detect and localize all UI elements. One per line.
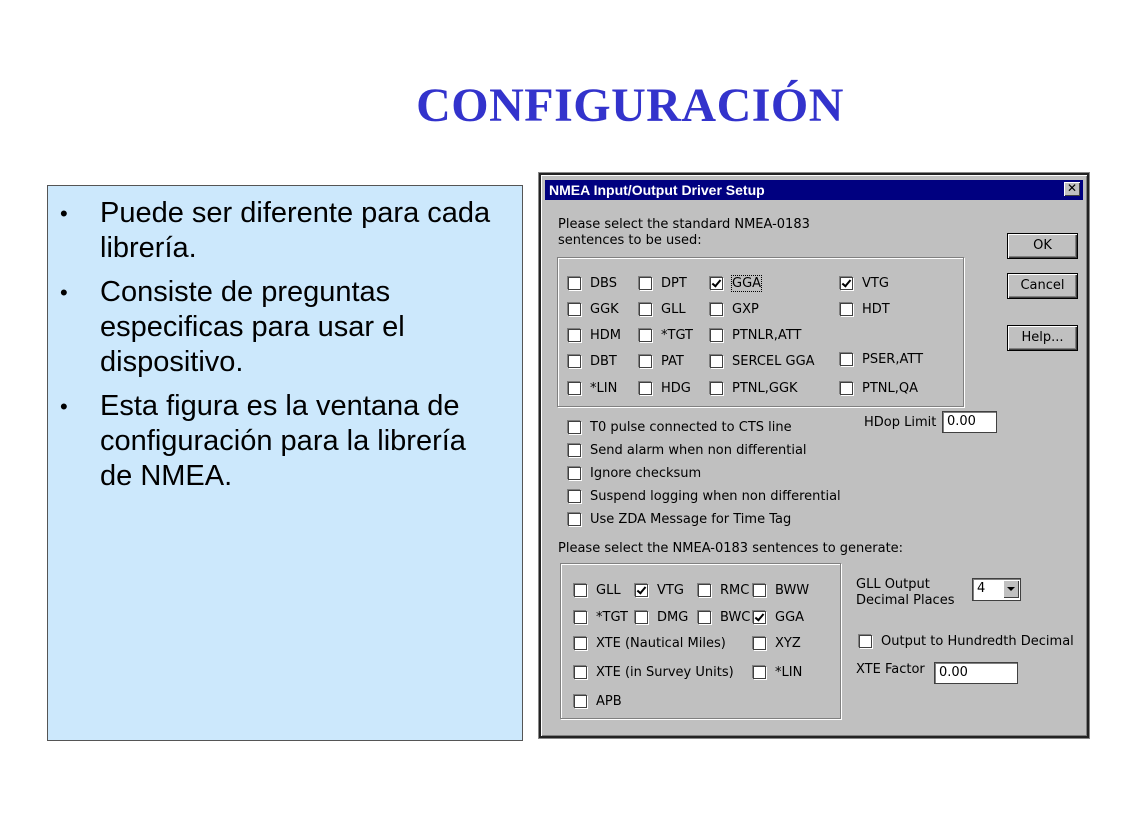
bullet-item: • Puede ser diferente para cada librería. — [60, 197, 491, 264]
input-sentence-checkbox[interactable] — [639, 276, 687, 291]
option-label: Send alarm when non differential — [590, 443, 807, 458]
input-sentence-label: HDG — [661, 381, 691, 396]
input-sentence-checkbox[interactable] — [840, 352, 923, 367]
dialog-titlebar[interactable] — [545, 180, 1083, 200]
checkbox-box[interactable] — [635, 611, 648, 624]
checkbox-box[interactable] — [753, 637, 766, 650]
option-label: T0 pulse connected to CTS line — [590, 420, 792, 435]
output-sentence-checkbox[interactable] — [574, 694, 622, 709]
input-sentence-label: *LIN — [590, 381, 618, 396]
output-sentence-label: APB — [596, 694, 622, 709]
bullet-item: • Consiste de preguntas especificas para usar el dispositivo. — [60, 276, 405, 378]
checkbox-box[interactable] — [568, 467, 581, 480]
input-sentence-checkbox[interactable] — [639, 302, 686, 317]
gll-decimal-places-value: 4 — [977, 581, 986, 596]
input-sentence-checkbox[interactable] — [840, 381, 918, 396]
checkbox-box[interactable] — [753, 584, 766, 597]
input-sentence-checkbox[interactable] — [710, 354, 815, 369]
input-sentence-checkbox[interactable] — [568, 381, 617, 396]
nmea-setup-dialog — [539, 173, 1089, 738]
input-sentence-label: HDT — [862, 302, 890, 317]
input-sentence-checkbox[interactable] — [568, 276, 617, 291]
input-sentence-checkbox[interactable] — [710, 276, 761, 291]
gll-decimal-places-select[interactable] — [972, 578, 1021, 601]
input-sentence-checkbox[interactable] — [639, 328, 693, 343]
output-sentence-checkbox[interactable] — [753, 636, 801, 651]
output-sentence-checkbox[interactable] — [753, 610, 804, 625]
xte-factor-input[interactable]: 0.00 — [934, 662, 1018, 684]
input-sentence-label: PAT — [661, 354, 684, 369]
input-sentence-label: GGK — [590, 302, 619, 317]
checkbox-box[interactable] — [710, 382, 723, 395]
checkbox-box[interactable] — [574, 611, 587, 624]
checkbox-checked-icon[interactable] — [635, 584, 648, 597]
input-sentence-label: PSER,ATT — [862, 352, 924, 367]
slide-title: CONFIGURACIÓN — [416, 79, 844, 132]
input-prompt-line2: sentences to be used: — [558, 233, 702, 248]
option-checkbox[interactable] — [568, 466, 701, 481]
checkbox-box[interactable] — [698, 584, 711, 597]
ok-button[interactable]: OK — [1007, 233, 1078, 259]
input-sentence-label: DPT — [661, 276, 687, 291]
output-sentence-label: RMC — [720, 583, 750, 598]
cancel-button[interactable]: Cancel — [1007, 273, 1078, 299]
bullet-panel — [47, 185, 523, 741]
output-prompt: Please select the NMEA-0183 sentences to generate: — [558, 541, 904, 556]
checkbox-box[interactable] — [639, 277, 652, 290]
checkbox-box[interactable] — [840, 382, 853, 395]
hundredth-label: Output to Hundredth Decimal — [881, 634, 1074, 649]
output-sentence-label: *LIN — [775, 665, 803, 680]
checkbox-checked-icon[interactable] — [840, 277, 853, 290]
input-sentence-label: PTNL,GGK — [732, 381, 798, 396]
checkbox-box[interactable] — [639, 303, 652, 316]
output-sentence-label: XTE (Nautical Miles) — [596, 636, 726, 651]
bullet-dot-icon: • — [60, 280, 68, 305]
checkbox-box[interactable] — [574, 637, 587, 650]
checkbox-checked-icon[interactable] — [710, 277, 723, 290]
checkbox-checked-icon[interactable] — [753, 611, 766, 624]
output-sentence-label: GGA — [775, 610, 805, 625]
output-sentence-label: XYZ — [775, 636, 801, 651]
hundredth-checkbox[interactable] — [859, 634, 1074, 649]
input-sentence-label: GGA — [732, 276, 762, 291]
input-sentence-label: PTNLR,ATT — [732, 328, 802, 343]
output-sentence-checkbox[interactable] — [574, 583, 621, 598]
input-prompt-line1: Please select the standard NMEA-0183 — [558, 217, 810, 232]
input-sentence-checkbox[interactable] — [710, 328, 801, 343]
bullet-item: • Esta figura es la ventana de configuración para la librería de NMEA. — [60, 390, 466, 492]
input-sentence-checkbox[interactable] — [568, 328, 621, 343]
checkbox-box[interactable] — [710, 329, 723, 342]
checkbox-box[interactable] — [568, 382, 581, 395]
output-sentence-label: *TGT — [596, 610, 628, 625]
output-sentence-checkbox[interactable] — [698, 583, 749, 598]
checkbox-box[interactable] — [639, 355, 652, 368]
output-sentence-checkbox[interactable] — [753, 583, 809, 598]
checkbox-box[interactable] — [753, 666, 766, 679]
output-sentence-checkbox[interactable] — [574, 610, 628, 625]
checkbox-box[interactable] — [568, 421, 581, 434]
option-label: Suspend logging when non differential — [590, 489, 841, 504]
checkbox-box[interactable] — [574, 695, 587, 708]
output-sentence-checkbox[interactable] — [698, 610, 750, 625]
output-sentence-checkbox[interactable] — [635, 610, 688, 625]
input-sentence-checkbox[interactable] — [568, 302, 619, 317]
checkbox-box[interactable] — [840, 353, 853, 366]
checkbox-box[interactable] — [710, 355, 723, 368]
bullet-dot-icon: • — [60, 394, 68, 419]
checkbox-box[interactable] — [568, 303, 581, 316]
bullet-dot-icon: • — [60, 201, 68, 226]
output-sentence-checkbox[interactable] — [574, 665, 734, 680]
checkbox-box[interactable] — [710, 303, 723, 316]
output-sentence-checkbox[interactable] — [574, 636, 726, 651]
chevron-down-icon[interactable] — [1003, 580, 1019, 598]
checkbox-box[interactable] — [698, 611, 711, 624]
input-sentence-label: HDM — [590, 328, 622, 343]
checkbox-box[interactable] — [568, 277, 581, 290]
output-sentence-label: XTE (in Survey Units) — [596, 665, 734, 680]
input-sentence-checkbox[interactable] — [639, 381, 691, 396]
input-sentence-label: GLL — [661, 302, 686, 317]
input-sentence-checkbox[interactable] — [639, 354, 684, 369]
checkbox-box[interactable] — [568, 329, 581, 342]
input-sentence-label: SERCEL GGA — [732, 354, 815, 369]
checkbox-box[interactable] — [574, 584, 587, 597]
input-sentence-checkbox[interactable] — [840, 302, 890, 317]
input-sentence-checkbox[interactable] — [568, 354, 617, 369]
output-sentence-label: VTG — [657, 583, 684, 598]
output-sentence-label: GLL — [596, 583, 621, 598]
output-sentence-label: BWC — [720, 610, 751, 625]
checkbox-box[interactable] — [859, 635, 872, 648]
checkbox-box[interactable] — [840, 303, 853, 316]
checkbox-box[interactable] — [568, 355, 581, 368]
checkbox-box[interactable] — [639, 329, 652, 342]
output-sentence-label: BWW — [775, 583, 810, 598]
input-sentence-label: *TGT — [661, 328, 693, 343]
checkbox-box[interactable] — [568, 444, 581, 457]
checkbox-box[interactable] — [568, 513, 581, 526]
output-sentence-label: DMG — [657, 610, 689, 625]
hdop-limit-label: HDop Limit — [864, 415, 937, 430]
gll-output-label-line1: GLL Output — [856, 577, 930, 592]
input-sentence-checkbox[interactable] — [710, 302, 759, 317]
option-label: Use ZDA Message for Time Tag — [590, 512, 792, 527]
option-label: Ignore checksum — [590, 466, 702, 481]
output-sentence-checkbox[interactable] — [635, 583, 684, 598]
xte-factor-label: XTE Factor — [856, 662, 925, 677]
help-button[interactable]: Help... — [1007, 325, 1078, 351]
input-sentence-label: DBT — [590, 354, 617, 369]
input-sentence-checkbox[interactable] — [710, 381, 798, 396]
checkbox-box[interactable] — [574, 666, 587, 679]
input-sentence-label: PTNL,QA — [862, 381, 919, 396]
close-button[interactable]: ✕ — [1064, 182, 1080, 196]
option-checkbox[interactable] — [568, 512, 791, 527]
input-sentence-label: DBS — [590, 276, 617, 291]
checkbox-box[interactable] — [639, 382, 652, 395]
input-sentence-label: GXP — [732, 302, 759, 317]
input-sentence-label: VTG — [862, 276, 889, 291]
option-checkbox[interactable] — [568, 443, 807, 458]
option-checkbox[interactable] — [568, 420, 792, 435]
checkbox-box[interactable] — [568, 490, 581, 503]
gll-output-label-line2: Decimal Places — [856, 593, 955, 608]
dialog-title: NMEA Input/Output Driver Setup — [549, 182, 765, 198]
option-checkbox[interactable] — [568, 489, 841, 504]
hdop-limit-input[interactable]: 0.00 — [942, 411, 997, 433]
output-sentence-checkbox[interactable] — [753, 665, 802, 680]
input-sentence-checkbox[interactable] — [840, 276, 889, 291]
